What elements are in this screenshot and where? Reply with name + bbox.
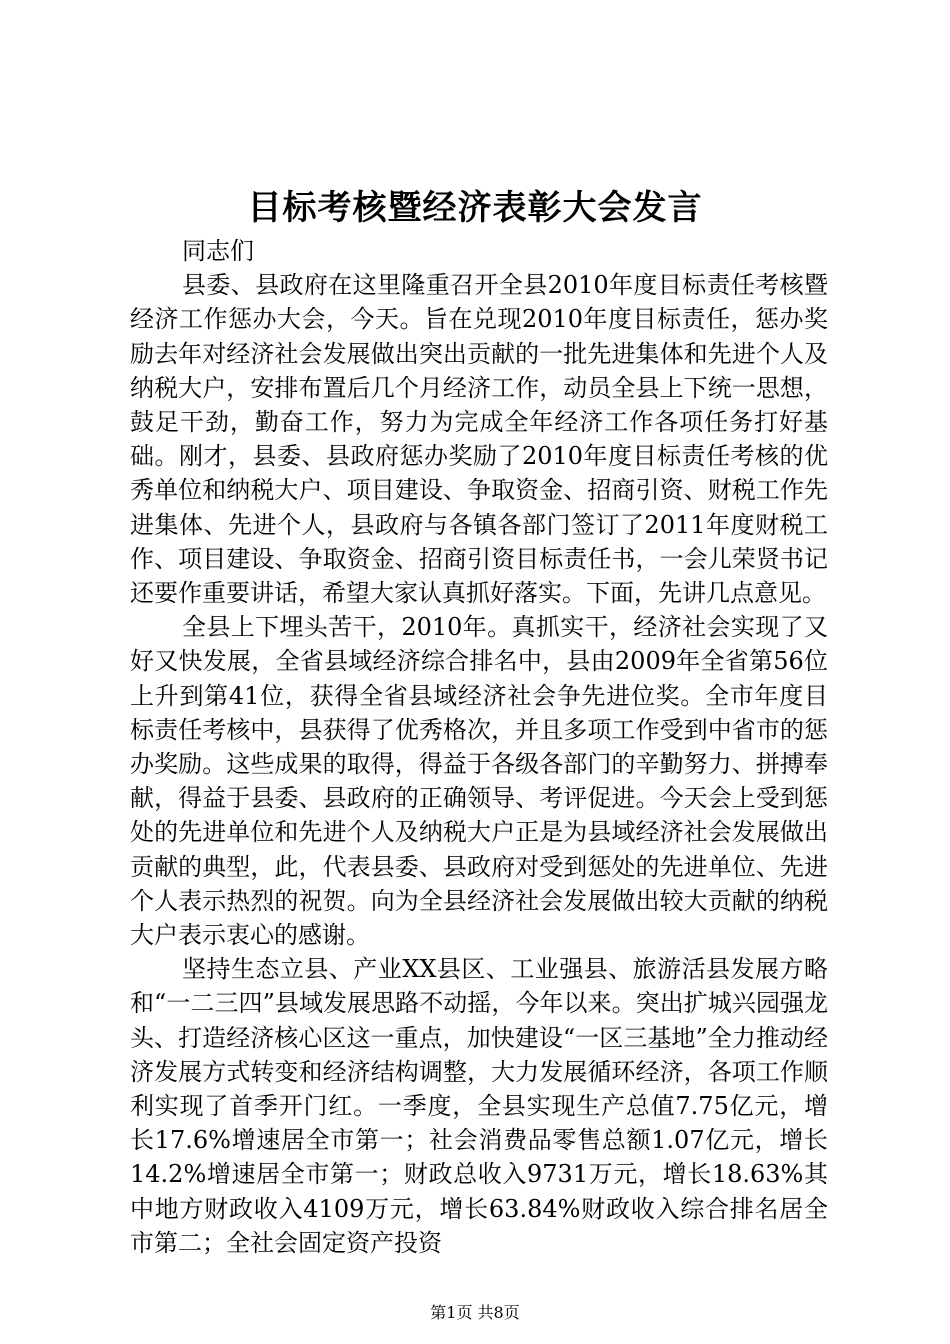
page-footer: 第1页 共8页: [430, 1303, 520, 1322]
document-body: [130, 234, 828, 1260]
greeting: 同志们: [182, 237, 254, 265]
paragraph-3: 坚持生态立县、产业XX县区、工业强县、旅游活县发展方略和“一二三四”县域发展思路不动摇，今年以来。突出扩城兴园强龙头、打造经济核心区这一重点，加快建设“一区三基地”全力推动经济发展方式转变和经济结构调整，大力发展循环经济，各项工作顺利实现了首季开门红。一季度，全县实现生产总值7.75亿元，增长17.6%增速居全市第一；社会消费品零售总额1.07亿元，增长14.2%增速居全市第一；财政总收入9731万元，增长18.63%其中地方财政收入4109万元，增长63.84%财政收入综合排名居全市第二；全社会固定资产投资: [130, 955, 828, 1257]
paragraph-2: 全县上下埋头苦干，2010年。真抓实干，经济社会实现了又好又快发展，全省县域经济综合排名中，县由2009年全省第56位上升到第41位，获得全省县域经济社会争先进位奖。全市年度目标责任考核中，县获得了优秀格次，并且多项工作受到中省市的惩办奖励。这些成果的取得，得益于各级各部门的辛勤努力、拼搏奉献，得益于县委、县政府的正确领导、考评促进。今天会上受到惩处的先进单位和先进个人及纳税大户正是为县域经济社会发展做出贡献的典型，此，代表县委、县政府对受到惩处的先进单位、先进个人表示热烈的祝贺。向为全县经济社会发展做出较大贡献的纳税大户表示衷心的感谢。: [130, 613, 828, 950]
document-title: 目标考核暨经济表彰大会发言: [247, 188, 703, 228]
paragraph-1: 县委、县政府在这里隆重召开全县2010年度目标责任考核暨经济工作惩办大会，今天。旨在兑现2010年度目标责任，惩办奖励去年对经济社会发展做出突出贡献的一批先进集体和先进个人及纳税大户，安排布置后几个月经济工作，动员全县上下统一思想，鼓足干劲，勤奋工作，努力为完成全年经济工作各项任务打好基础。刚才，县委、县政府惩办奖励了2010年度目标责任考核的优秀单位和纳税大户、项目建设、争取资金、招商引资、财税工作先进集体、先进个人，县政府与各镇各部门签订了2011年度财税工作、项目建设、争取资金、招商引资目标责任书，一会儿荣贤书记还要作重要讲话，希望大家认真抓好落实。下面，先讲几点意见。: [130, 271, 828, 608]
